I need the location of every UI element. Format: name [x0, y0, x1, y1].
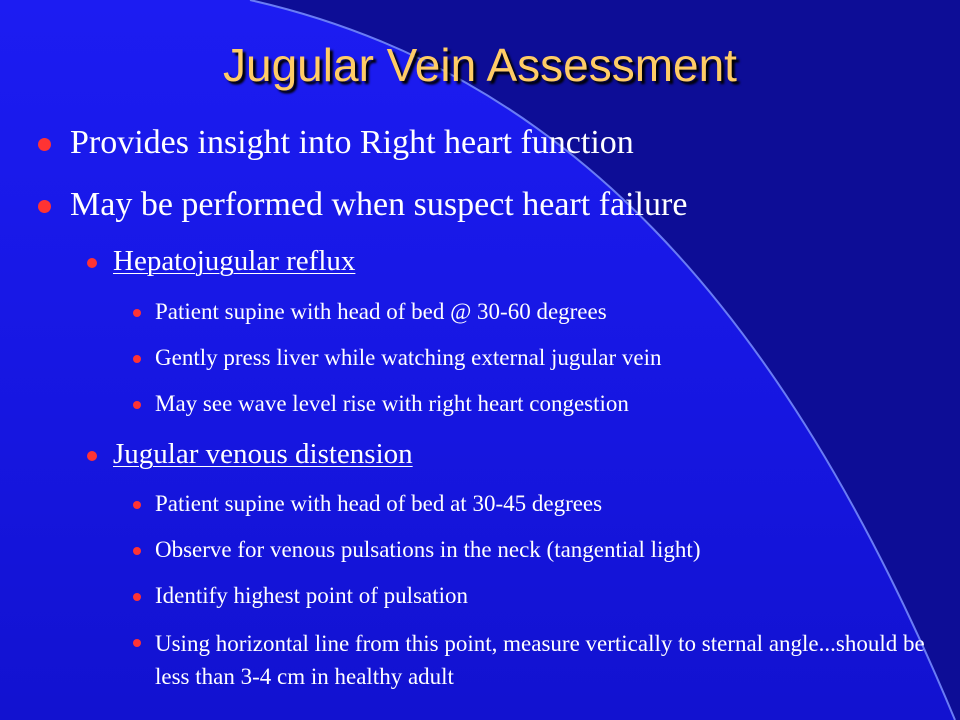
bullet-dot-icon [38, 200, 51, 213]
hjr-step-2 [155, 345, 661, 371]
jvd-step-3 [155, 583, 468, 609]
bullet-text: Provides insight into Right heart function [70, 124, 634, 161]
jvd-step-2 [155, 537, 700, 563]
bullet-dot-icon [87, 451, 97, 461]
bullet-dot-icon [133, 401, 141, 409]
bullet-dot-icon [133, 547, 141, 555]
step-text: Patient supine with head of bed at 30-45 degrees [155, 491, 603, 516]
step-text: Observe for venous pulsations in the neck (tangential light) [155, 537, 701, 562]
subheading-hepatojugular-reflux [113, 245, 355, 278]
bullet-dot-icon [87, 258, 97, 268]
bullet-dot-icon [133, 355, 141, 363]
bullet-dot-icon [133, 309, 141, 317]
hjr-step-3 [155, 391, 629, 417]
step-text: Using horizontal line from this point, measure vertically to sternal angle...should be less than 3-4 cm in healthy adult [155, 631, 925, 689]
hjr-step-1 [155, 299, 607, 325]
step-text: Identify highest point of pulsation [155, 583, 469, 608]
subheading-text: Hepatojugular reflux [113, 245, 356, 277]
jvd-step-4 [155, 627, 925, 693]
step-text: Gently press liver while watching external jugular vein [155, 345, 662, 370]
bullet-dot-icon [133, 639, 141, 647]
step-text: Patient supine with head of bed @ 30-60 degrees [155, 299, 607, 324]
bullet-dot-icon [133, 593, 141, 601]
bullet-text: May be performed when suspect heart failure [70, 186, 688, 223]
bullet-dot-icon [133, 501, 141, 509]
slide-title: Jugular Vein Assessment [223, 39, 737, 91]
bullet-dot-icon [38, 138, 51, 151]
jvd-step-1 [155, 491, 602, 517]
bullet-right-heart-function [70, 124, 634, 162]
bullet-suspect-heart-failure [70, 186, 687, 224]
subheading-text: Jugular venous distension [113, 438, 413, 470]
step-text: May see wave level rise with right heart congestion [155, 391, 629, 416]
subheading-jugular-venous-distension [113, 438, 413, 471]
